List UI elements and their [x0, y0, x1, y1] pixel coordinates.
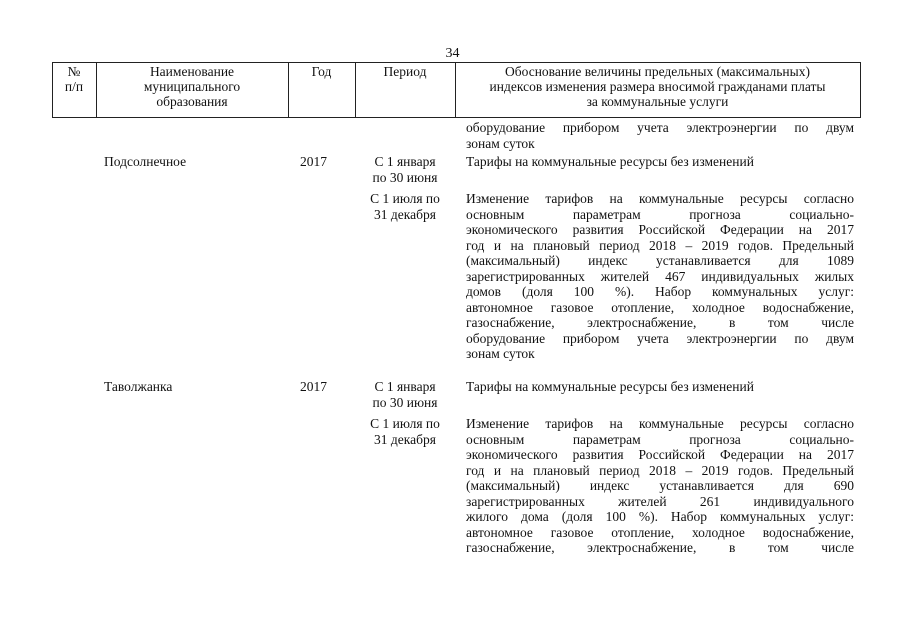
- period-first-half: С 1 января по 30 июня: [372, 154, 438, 185]
- page-number: 34: [445, 46, 460, 61]
- year-value: 2017: [300, 154, 327, 169]
- municipality-name: Подсолнечное: [104, 154, 187, 169]
- justification-first-half: Тарифы на коммунальные ресурсы без изменений: [466, 379, 754, 394]
- header-bottom-border: [52, 117, 860, 118]
- period-second-half: С 1 июля по 31 декабря: [370, 191, 440, 222]
- justification-second-half: Изменение тарифов на коммунальные ресурсы согласно основным параметрам прогноза социально- экономического развития Российской Федерации на 2017 год и на плановый период 2018 – 2019 годов. Предельный (максимальный) индекс устанавливается для 690 зарегистрированных жителей 261 индивидуального жилого дома (доля 100 %). Набор коммунальных услуг: автономное газовое отопление, холодное водоснабжение, газоснабжение, электроснабжение, в том числе: [466, 416, 854, 555]
- period-second-half: С 1 июля по 31 декабря: [370, 416, 440, 447]
- justification-second-half: Изменение тарифов на коммунальные ресурсы согласно основным параметрам прогноза социально- экономического развития Российской Федерации на 2017 год и на плановый период 2018 – 2019 годов. Предельный (максимальный) индекс устанавливается для 1089 зарегистрированных жителей 467 индивидуальных жилых домов (доля 100 %). Набор коммунальных услуг: автономное газовое отопление, холодное водоснабжение, газоснабжение, электроснабжение, в том числе оборудование прибором учета электроэнергии по двум зонам суток: [466, 191, 854, 361]
- header-year: Год: [311, 64, 332, 79]
- municipality-name: Таволжанка: [104, 379, 173, 394]
- year-value: 2017: [300, 379, 327, 394]
- header-num: № п/п: [64, 64, 84, 94]
- header-municipality: Наименование муниципального образования: [143, 64, 241, 109]
- header-period: Период: [383, 64, 427, 79]
- header-justification: Обоснование величины предельных (максимальных) индексов изменения размера вносимой гражданами платы за коммунальные услуги: [489, 64, 826, 109]
- justification-first-half: Тарифы на коммунальные ресурсы без изменений: [466, 154, 754, 169]
- continuation-text: оборудование прибором учета электроэнергии по двум зонам суток: [466, 120, 854, 151]
- header-top-border: [52, 62, 860, 63]
- period-first-half: С 1 января по 30 июня: [372, 379, 438, 410]
- col-border: [860, 62, 861, 118]
